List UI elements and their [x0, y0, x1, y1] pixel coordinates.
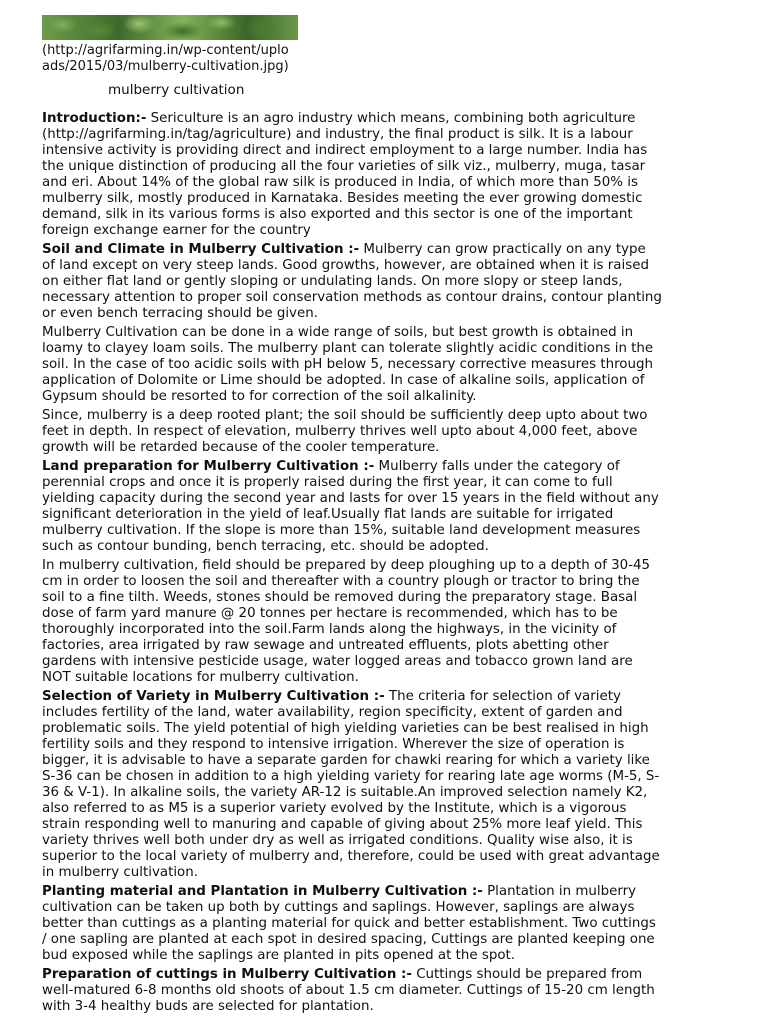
paragraph-body: Mulberry Cultivation can be done in a wide range of soils, but best growth is obtained in loamy to clayey loam soils. The mulberry plant can tolerate slightly acidic conditions in the soil. In the case of too acidic soils with pH below 5, necessary corrective measures through application of Dolomite or Lime should be adopted. In case of alkaline soils, application of Gypsum should be resorted to for correction of the soil alkalinity. [42, 325, 654, 404]
mulberry-cultivation-image [42, 15, 298, 40]
section-heading: Introduction:- [42, 111, 147, 126]
section-heading: Land preparation for Mulberry Cultivation :- [42, 459, 375, 474]
section-heading: Preparation of cuttings in Mulberry Cultivation :- [42, 967, 412, 982]
image-url[interactable]: (http://agrifarming.in/wp-content/uploads/2015/03/mulberry-cultivation.jpg) [42, 43, 289, 74]
article [42, 15, 662, 1015]
section-land-preparation [42, 459, 662, 555]
section-body: Mulberry can grow practically on any type of land except on very steep lands. Good growths, however, are obtained when it is raised on either flat land or gently sloping or undulating lands. On more slopy or steep lands, necessary attention to proper soil conservation methods as contour drains, contour planting or even bench terracing should be given. [42, 242, 662, 321]
image-caption: mulberry cultivation [108, 82, 245, 98]
section-introduction [42, 111, 662, 239]
paragraph-soils [42, 325, 662, 405]
section-soil-climate [42, 242, 662, 322]
section-body: The criteria for selection of variety includes fertility of the land, water availability, region specificity, extent of garden and problematic soils. The yield potential of high yielding varieties can be best realised in high fertility soils and they respond to intensive irrigation. Wherever the size of operation is bigger, it is advisable to have a separate garden for chawki rearing for which a variety like S-36 can be chosen in addition to a high yielding variety for rearing late age worms (M-5, S-36 & V-1). In alkaline soils, the variety AR-12 is suitable.An improved selection namely K2, also referred to as M5 is a superior variety evolved by the Institute, which is a vigorous strain responding well to manuring and capable of giving about 25% more leaf yield. This variety thrives well both under dry as well as irrigated conditions. Quality wise also, it is superior to the local variety of mulberry and, therefore, could be used with great advantage in mulberry cultivation. [42, 689, 660, 880]
section-body: Plantation in mulberry cultivation can be taken up both by cuttings and saplings. However, saplings are always better than cuttings as a planting material for quick and better establishment. Two cuttings / one sapling are planted at each spot in desired spacing, Cuttings are planted keeping one bud exposed while the saplings are planted in pits opened at the spot. [42, 884, 656, 963]
section-heading: Planting material and Plantation in Mulberry Cultivation :- [42, 884, 483, 899]
section-cuttings [42, 967, 662, 1015]
section-body: Mulberry falls under the category of perennial crops and once it is properly raised during the first year, it can come to full yielding capacity during the second year and lasts for over 15 years in the field without any significant deterioration in the yield of leaf.Usually flat lands are suitable for irrigated mulberry cultivation. If the slope is more than 15%, suitable land development measures such as contour bunding, bench terracing, etc. should be adopted. [42, 459, 659, 554]
section-heading: Soil and Climate in Mulberry Cultivation :- [42, 242, 360, 257]
paragraph-body: In mulberry cultivation, field should be prepared by deep ploughing up to a depth of 30-45 cm in order to loosen the soil and thereafter with a country plough or tractor to bring the soil to a fine tilth. Weeds, stones should be removed during the preparatory stage. Basal dose of farm yard manure @ 20 tonnes per hectare is recommended, which has to be thoroughly incorporated into the soil.Farm lands along the highways, in the vicinity of factories, area irrigated by raw sewage and untreated effluents, plots abetting other gardens with intensive pesticide usage, water logged areas and tobacco grown land are NOT suitable locations for mulberry cultivation. [42, 558, 651, 685]
section-body: Cuttings should be prepared from well-matured 6-8 months old shoots of about 1.5 cm diameter. Cuttings of 15-20 cm length with 3-4 healthy buds are selected for plantation. [42, 967, 655, 1014]
section-variety-selection [42, 689, 662, 881]
paragraph-body: Since, mulberry is a deep rooted plant; the soil should be sufficiently deep upto about two feet in depth. In respect of elevation, mulberry thrives well upto about 4,000 feet, above growth will be retarded because of the cooler temperature. [42, 408, 648, 455]
section-planting-material [42, 884, 662, 964]
section-heading: Selection of Variety in Mulberry Cultivation :- [42, 689, 385, 704]
paragraph-ploughing [42, 558, 662, 686]
paragraph-deep-rooted [42, 408, 662, 456]
section-body: Sericulture is an agro industry which means, combining both agriculture (http://agrifarming.in/tag/agriculture) and industry, the final product is silk. It is a labour intensive activity is providing direct and indirect employment to a large number. India has the unique distinction of producing all the four varieties of silk viz., mulberry, muga, tasar and eri. About 14% of the global raw silk is produced in India, of which more than 50% is mulberry silk, mostly produced in Karnataka. Besides meeting the ever growing domestic demand, silk in its various forms is also exported and this sector is one of the important foreign exchange earner for the country [42, 111, 648, 238]
